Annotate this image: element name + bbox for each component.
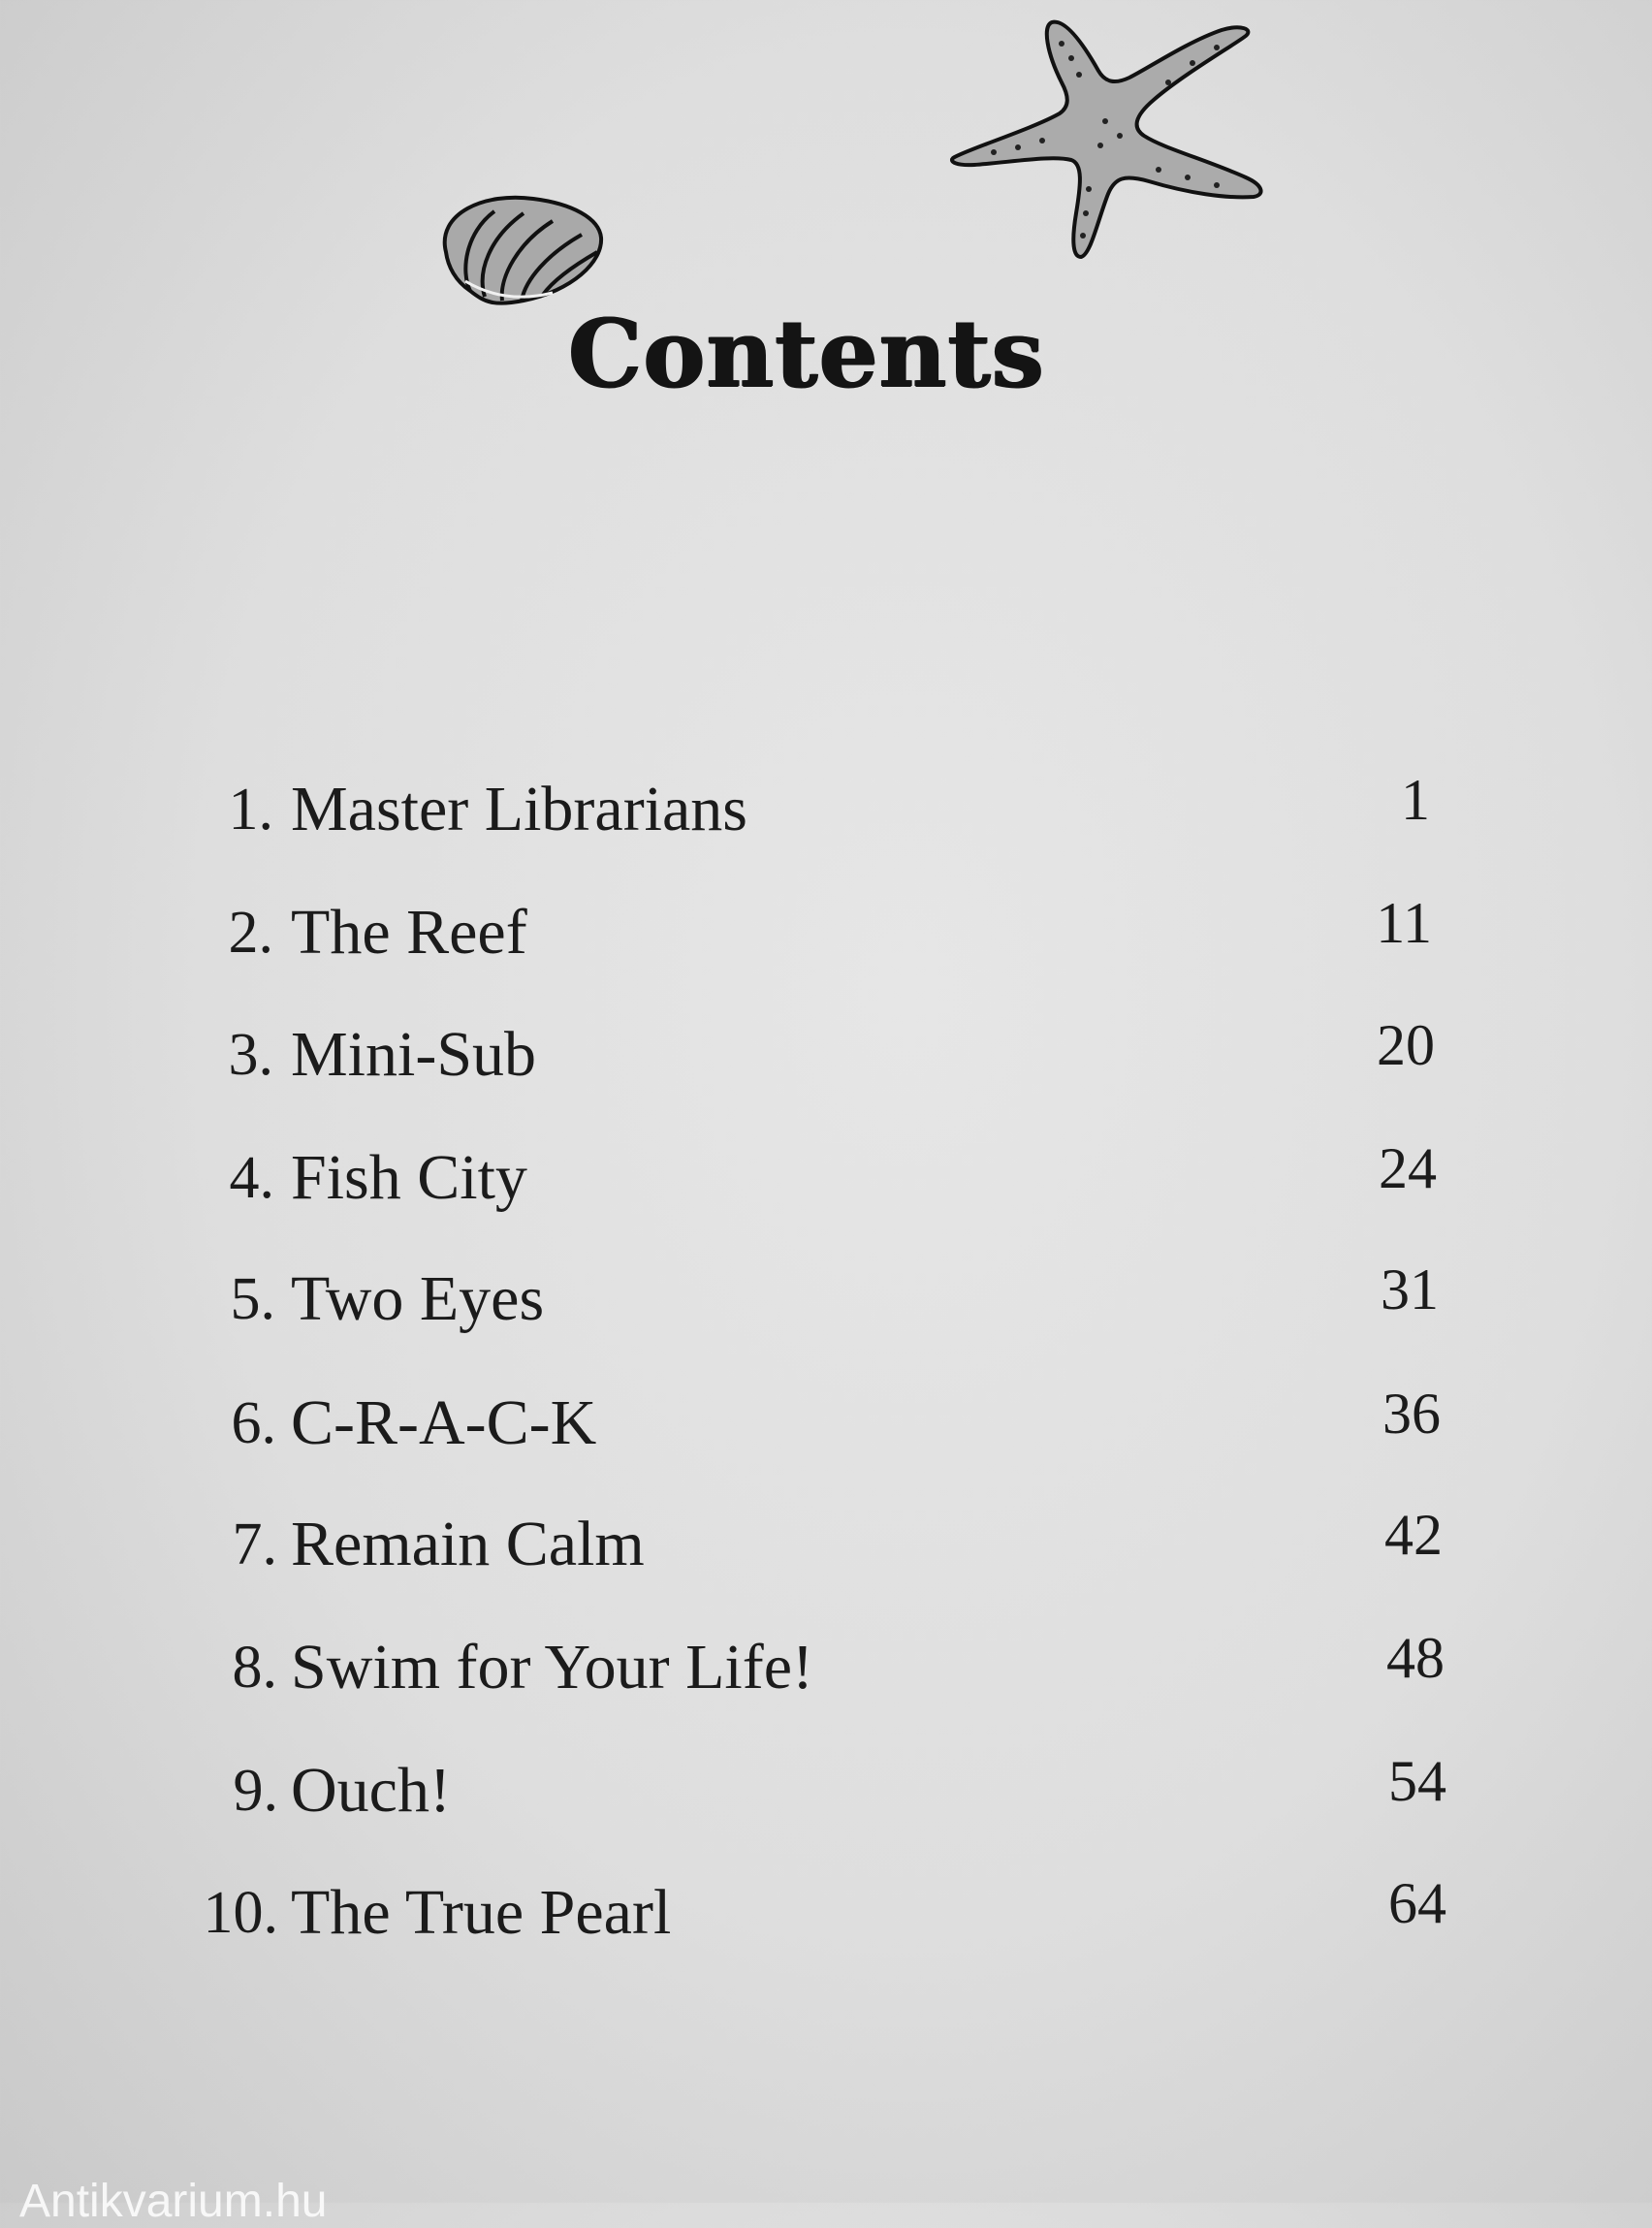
chapter-page: 11	[1376, 891, 1432, 955]
chapter-page: 36	[1382, 1382, 1441, 1446]
chapter-title: The True Pearl	[291, 1877, 672, 1948]
chapter-number: 9.	[233, 1758, 278, 1824]
chapter-title: Fish City	[291, 1142, 527, 1213]
chapter-page: 1	[1401, 768, 1430, 832]
chapter-title: Remain Calm	[291, 1509, 645, 1579]
chapter-page: 42	[1384, 1503, 1443, 1567]
chapter-number: 5.	[230, 1266, 275, 1332]
chapter-number: 4.	[229, 1145, 274, 1211]
chapter-number: 8.	[232, 1635, 277, 1701]
chapter-page: 48	[1386, 1626, 1445, 1690]
watermark-strip	[0, 2176, 407, 2227]
watermark-text: Antikvarium.hu	[19, 2176, 328, 2227]
chapter-number: 2.	[228, 900, 273, 966]
chapter-title: The Reef	[291, 897, 527, 968]
chapter-title: Swim for Your Life!	[291, 1632, 813, 1703]
chapter-page: 24	[1379, 1136, 1437, 1200]
chapter-title: C-R-A-C-K	[291, 1387, 597, 1458]
chapter-page: 31	[1381, 1257, 1439, 1321]
chapter-page: 20	[1377, 1013, 1435, 1077]
chapter-title: Two Eyes	[291, 1263, 545, 1334]
starfish-icon	[945, 15, 1270, 257]
chapter-number: 10.	[203, 1880, 278, 1946]
page-title: Contents	[568, 299, 1045, 408]
chapter-number: 1.	[228, 777, 273, 843]
chapter-page: 64	[1388, 1871, 1446, 1935]
chapter-title: Ouch!	[291, 1755, 451, 1826]
chapter-number: 3.	[228, 1022, 273, 1088]
chapter-number: 6.	[231, 1390, 276, 1456]
chapter-title: Mini-Sub	[291, 1019, 537, 1090]
chapter-number: 7.	[232, 1512, 277, 1577]
chapter-page: 54	[1388, 1749, 1446, 1813]
chapter-title: Master Librarians	[291, 774, 747, 844]
